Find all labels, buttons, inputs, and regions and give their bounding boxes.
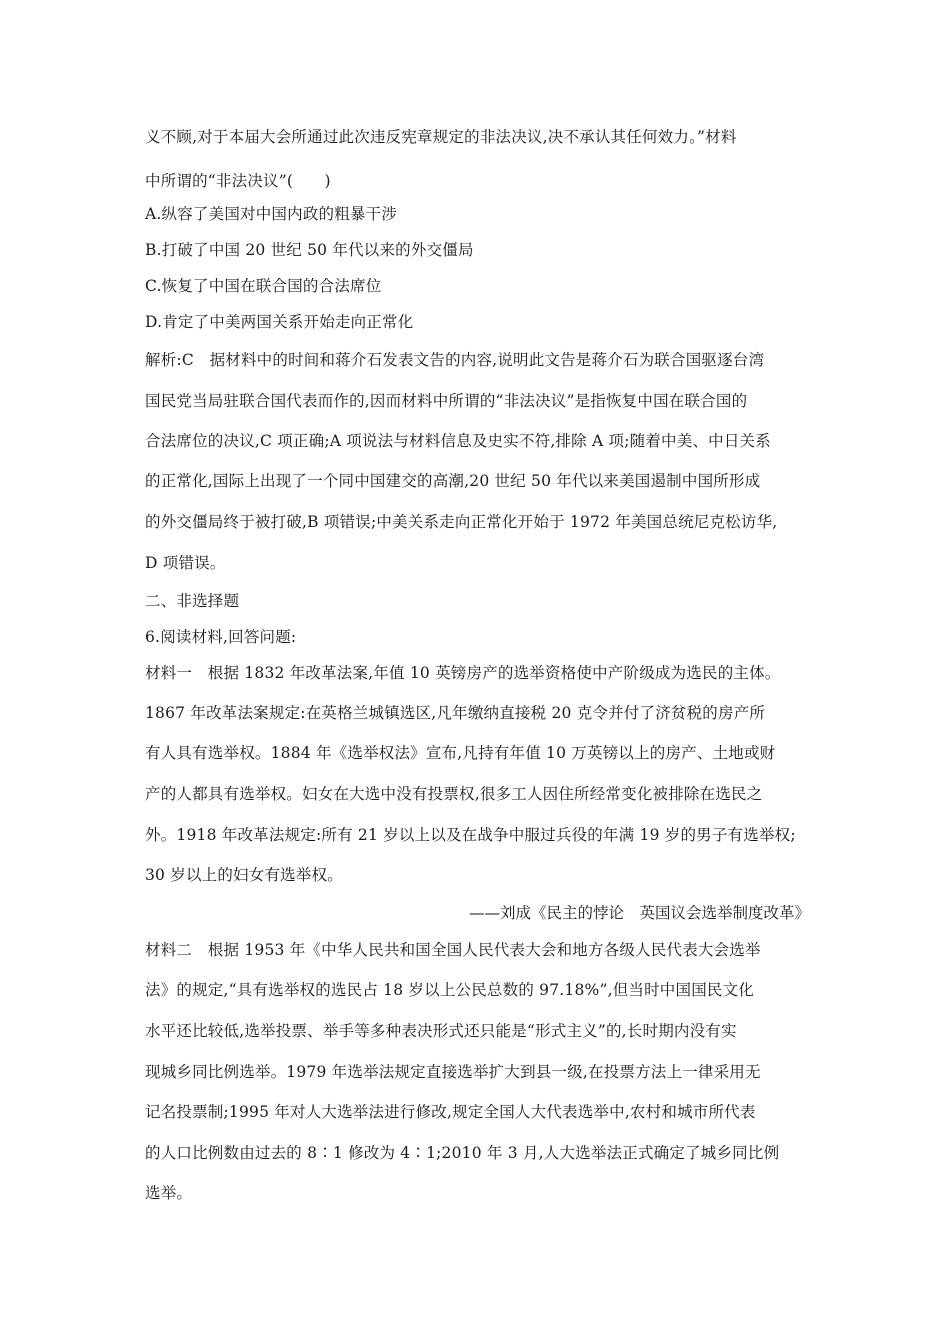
material-line: 材料二 根据 1953 年《中华人民共和国全国人民代表大会和地方各级人民代表大会选举 bbox=[145, 941, 761, 959]
analysis-line: 国民党当局驻联合国代表而作的,因而材料中所谓的“非法决议”是指恢复中国在联合国的 bbox=[145, 392, 748, 410]
material-line: 记名投票制;1995 年对人大选举法进行修改,规定全国人大代表选举中,农村和城市所代表 bbox=[145, 1103, 756, 1121]
question-stem-line: 义不顾,对于本届大会所通过此次违反宪章规定的非法决议,决不承认其任何效力。”材料 bbox=[145, 128, 737, 146]
material-line: 法》的规定,“具有选举权的选民占 18 岁以上公民总数的 97.18%”,但当时中国国民文化 bbox=[145, 981, 755, 999]
material-line: 现城乡同比例选举。1979 年选举法规定直接选举扩大到县一级,在投票方法上一律采用无 bbox=[145, 1063, 761, 1081]
analysis-line: 的外交僵局终于被打破,B 项错误;中美关系走向正常化开始于 1972 年美国总统尼克松访华, bbox=[145, 513, 778, 531]
option-c: C.恢复了中国在联合国的合法席位 bbox=[145, 277, 382, 295]
material-line: 外。1918 年改革法规定:所有 21 岁以上以及在战争中服过兵役的年满 19 岁的男子有选举权; bbox=[145, 826, 796, 844]
material-line: 水平还比较低,选举投票、举手等多种表决形式还只能是“形式主义”的,长时期内没有实 bbox=[145, 1022, 737, 1040]
section-heading: 二、非选择题 bbox=[145, 592, 240, 610]
question-prompt: 6.阅读材料,回答问题: bbox=[145, 628, 297, 646]
option-b: B.打破了中国 20 世纪 50 年代以来的外交僵局 bbox=[145, 241, 474, 259]
material-line: 材料一 根据 1832 年改革法案,年值 10 英镑房产的选举资格使中产阶级成为选民的主体。 bbox=[145, 664, 781, 682]
option-d: D.肯定了中美两国关系开始走向正常化 bbox=[145, 313, 414, 331]
material-line: 选举。 bbox=[145, 1184, 193, 1202]
analysis-line: 的正常化,国际上出现了一个同中国建交的高潮,20 世纪 50 年代以来美国遏制中国所形成 bbox=[145, 472, 761, 490]
analysis-line: 解析:C 据材料中的时间和蒋介石发表文告的内容,说明此文告是蒋介石为联合国驱逐台湾 bbox=[145, 351, 765, 369]
material-line: 30 岁以上的妇女有选举权。 bbox=[145, 866, 343, 884]
question-stem-line: 中所谓的“非法决议”( ) bbox=[145, 172, 331, 190]
option-a: A.纵容了美国对中国内政的粗暴干涉 bbox=[145, 205, 398, 223]
material-source: ——刘成《民主的悖论 英国议会选举制度改革》 bbox=[468, 904, 810, 922]
material-line: 的人口比例数由过去的 8∶1 修改为 4∶1;2010 年 3 月,人大选举法正式确定了城乡同比例 bbox=[145, 1144, 780, 1162]
analysis-line: D 项错误。 bbox=[145, 554, 226, 572]
material-line: 1867 年改革法案规定:在英格兰城镇选区,凡年缴纳直接税 20 克令并付了济贫税的房产所 bbox=[145, 704, 766, 722]
material-line: 产的人都具有选举权。妇女在大选中没有投票权,很多工人因住所经常变化被排除在选民之 bbox=[145, 785, 763, 803]
analysis-line: 合法席位的决议,C 项正确;A 项说法与材料信息及史实不符,排除 A 项;随着中美、中日关系 bbox=[145, 432, 771, 450]
material-line: 有人具有选举权。1884 年《选举权法》宣布,凡持有年值 10 万英镑以上的房产、土地或财 bbox=[145, 744, 776, 762]
